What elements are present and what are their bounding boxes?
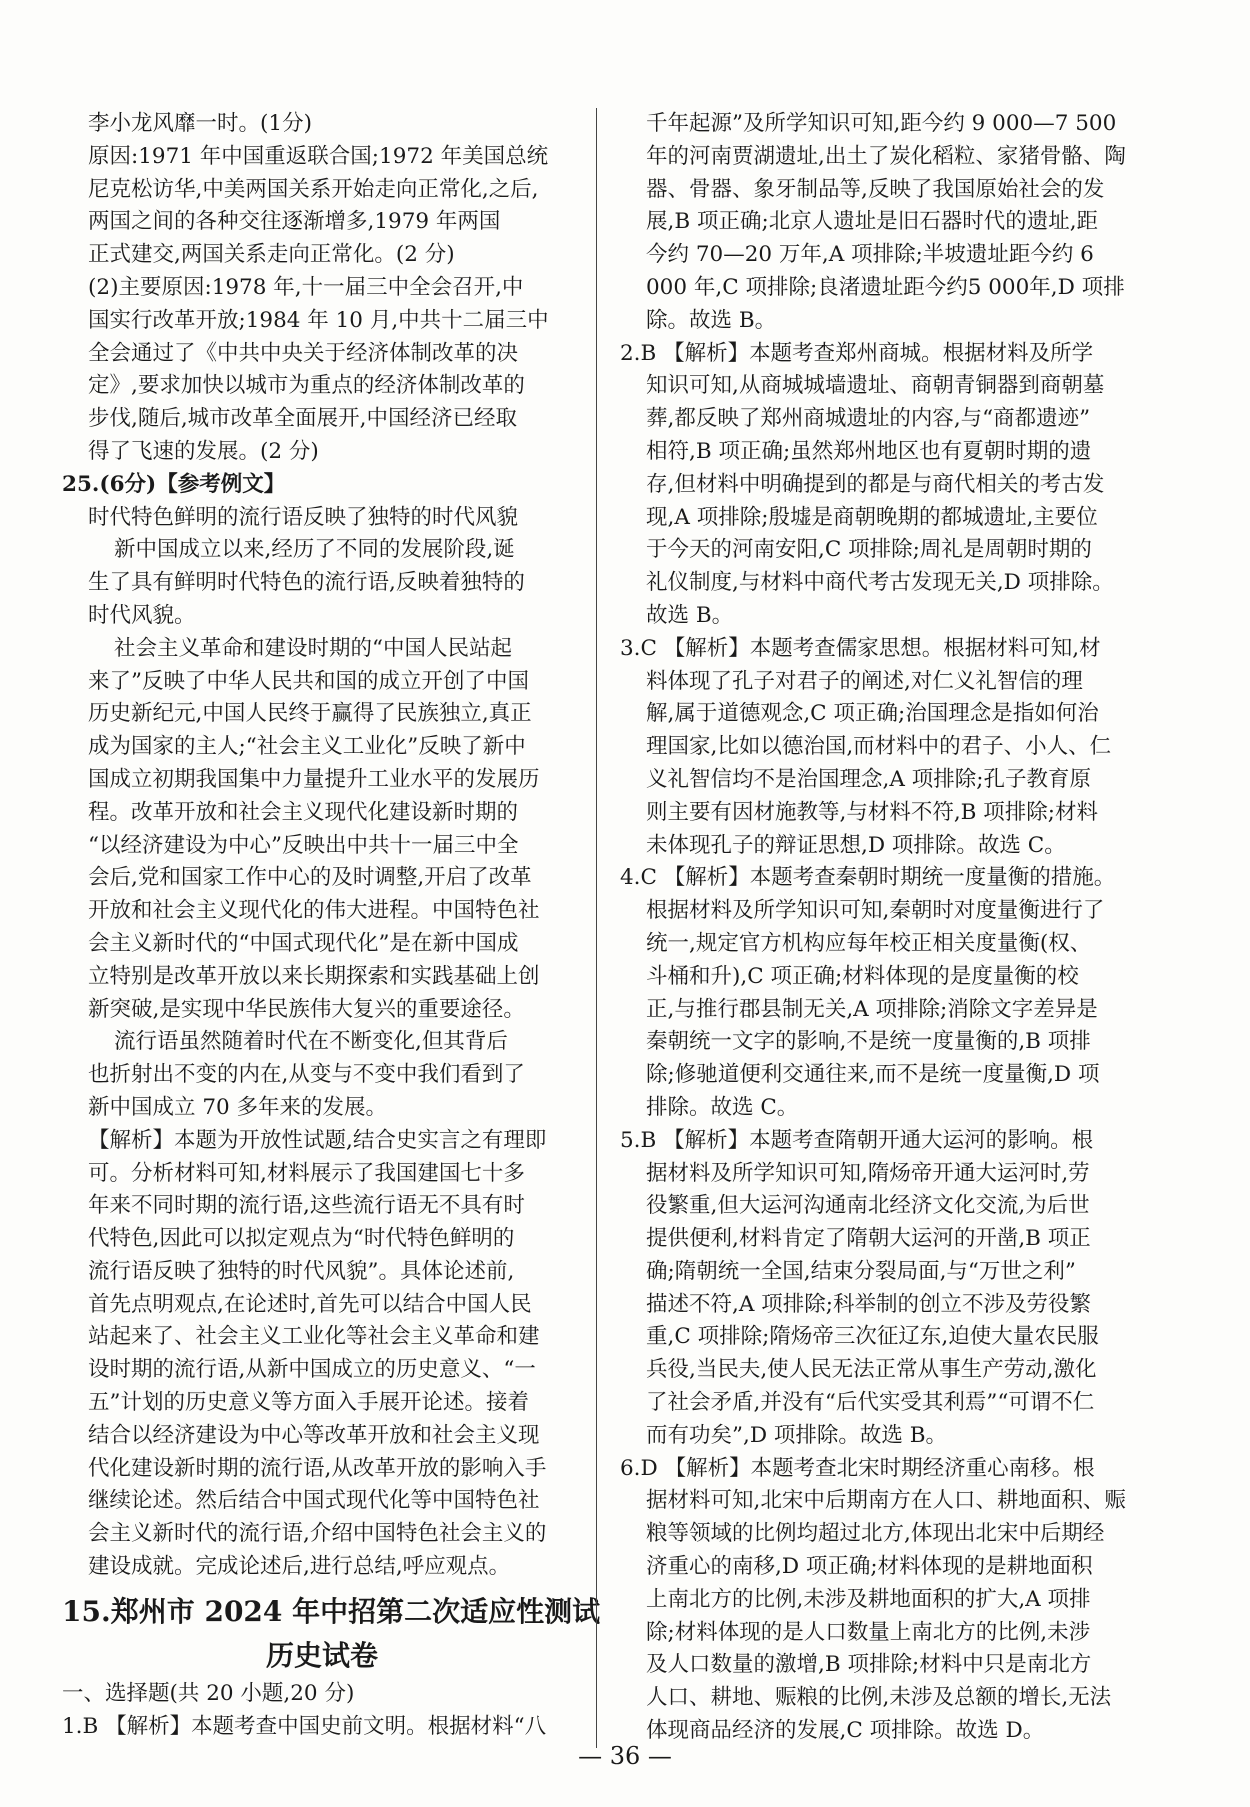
answer-line: 粮等领域的比例均超过北方,体现出北宋中后期经 [646, 1521, 1105, 1547]
answer-line: 步伐,随后,城市改革全面展开,中国经济已经取 [88, 406, 518, 432]
analysis-line: 代特色,因此可以拟定观点为“时代特色鲜明的 [88, 1226, 515, 1252]
answer-line: 定》,要求加快以城市为重点的经济体制改革的 [88, 373, 525, 399]
answer-line: 礼仪制度,与材料中商代考古发现无关,D 项排除。 [646, 570, 1114, 596]
answer-line: 展,B 项正确;北京人遗址是旧石器时代的遗址,距 [646, 209, 1099, 235]
analysis-line: 五”计划的历史意义等方面入手展开论述。接着 [88, 1390, 529, 1416]
answer-line: 000 年,C 项排除;良渚遗址距今约5 000年,D 项排 [646, 274, 1125, 300]
answer-line: 兵役,当民夫,使人民无法正常从事生产劳动,激化 [646, 1357, 1097, 1383]
answer-line: 体现商品经济的发展,C 项排除。故选 D。 [646, 1718, 1045, 1744]
answer-line: 故选 B。 [646, 602, 734, 628]
essay-line: 历史新纪元,中国人民终于赢得了民族独立,真正 [88, 701, 532, 727]
answer-line: 未体现孔子的辩证思想,D 项排除。故选 C。 [646, 832, 1066, 858]
answer-line: 正式建交,两国关系走向正常化。(2 分) [88, 242, 455, 268]
answer-line: 国实行改革开放;1984 年 10 月,中共十二届三中 [88, 307, 549, 333]
essay-line: “以经济建设为中心”反映出中共十一届三中全 [88, 832, 519, 858]
analysis-line: 年来不同时期的流行语,这些流行语无不具有时 [88, 1193, 525, 1219]
answer-line: 5.B 【解析】本题考查隋朝开通大运河的影响。根 [620, 1127, 1094, 1153]
essay-line: 程。改革开放和社会主义现代化建设新时期的 [88, 799, 519, 825]
analysis-line: 设时期的流行语,从新中国成立的历史意义、“一 [88, 1357, 536, 1383]
question-1-start: 1.B 【解析】本题考查中国史前文明。根据材料“八 [62, 1713, 547, 1739]
answer-line: 统一,规定官方机构应每年校正相关度量衡(权、 [646, 930, 1092, 956]
answer-line: 确;隋朝统一全国,结束分裂局面,与“万世之利” [646, 1258, 1076, 1284]
answer-line: 役繁重,但大运河沟通南北经济文化交流,为后世 [646, 1193, 1090, 1219]
essay-line: 新中国成立 70 多年来的发展。 [88, 1094, 388, 1120]
answer-line: 年的河南贾湖遗址,出土了炭化稻粒、家猪骨骼、陶 [646, 143, 1126, 169]
right-column [620, 108, 1132, 1748]
answer-line: 现,A 项排除;殷墟是商朝晚期的都城遗址,主要位 [646, 504, 1098, 530]
analysis-line: 流行语反映了独特的时代风貌”。具体论述前, [88, 1258, 515, 1284]
essay-line: 会主义新时代的“中国式现代化”是在新中国成 [88, 930, 519, 956]
answer-line: 根据材料及所学知识可知,秦朝时对度量衡进行了 [646, 898, 1105, 924]
analysis-line: 建设成就。完成论述后,进行总结,呼应观点。 [88, 1554, 511, 1580]
essay-line: 生了具有鲜明时代特色的流行语,反映着独特的 [88, 570, 525, 596]
analysis-line: 站起来了、社会主义工业化等社会主义革命和建 [88, 1324, 540, 1350]
answer-line: 而有功矣”,D 项排除。故选 B。 [646, 1422, 948, 1448]
column-divider [596, 108, 597, 1748]
essay-line: 社会主义革命和建设时期的“中国人民站起 [114, 635, 512, 661]
answer-line: 据材料及所学知识可知,隋炀帝开通大运河时,劳 [646, 1160, 1090, 1186]
analysis-line: 【解析】本题为开放性试题,结合史实言之有理即 [88, 1127, 547, 1153]
answer-line: 得了飞速的发展。(2 分) [88, 438, 319, 464]
answer-line: 排除。故选 C。 [646, 1094, 799, 1120]
answer-line: 李小龙风靡一时。(1分) [88, 111, 312, 136]
answer-line: 两国之间的各种交往逐渐增多,1979 年两国 [88, 209, 501, 235]
answer-line: 斗桶和升),C 项正确;材料体现的是度量衡的校 [646, 963, 1079, 989]
answer-line: 于今天的河南安阳,C 项排除;周礼是周朝时期的 [646, 537, 1092, 563]
answer-line: 原因:1971 年中国重返联合国;1972 年美国总统 [88, 143, 549, 169]
answer-line: 相符,B 项正确;虽然郑州地区也有夏朝时期的遗 [646, 438, 1092, 464]
left-column [62, 108, 601, 1743]
answer-line: 器、骨器、象牙制品等,反映了我国原始社会的发 [646, 176, 1105, 202]
answer-line: 理国家,比如以德治国,而材料中的君子、小人、仁 [646, 734, 1112, 760]
essay-line: 也折射出不变的内在,从变与不变中我们看到了 [88, 1062, 525, 1088]
essay-title: 时代特色鲜明的流行语反映了独特的时代风貌 [88, 504, 519, 530]
essay-line: 开放和社会主义现代化的伟大进程。中国特色社 [88, 898, 540, 924]
answer-line: 2.B 【解析】本题考查郑州商城。根据材料及所学 [620, 340, 1094, 366]
essay-line: 时代风貌。 [88, 602, 196, 628]
answer-line: 除。故选 B。 [646, 307, 777, 333]
answer-line: 除;材料体现的是人口数量上南北方的比例,未涉 [646, 1619, 1091, 1645]
page-number: — 36 — [578, 1742, 672, 1770]
answer-line: 6.D 【解析】本题考查北宋时期经济重心南移。根 [620, 1455, 1095, 1481]
section-subtitle: 历史试卷 [265, 1638, 378, 1672]
answer-line: (2)主要原因:1978 年,十一届三中全会召开,中 [88, 274, 524, 300]
essay-line: 立特别是改革开放以来长期探索和实践基础上创 [88, 963, 540, 989]
answer-line: 及人口数量的激增,B 项排除;材料中只是南北方 [646, 1652, 1092, 1678]
answer-line: 济重心的南移,D 项正确;材料体现的是耕地面积 [646, 1554, 1093, 1580]
answer-line: 义礼智信均不是治国理念,A 项排除;孔子教育原 [646, 766, 1091, 792]
answer-line: 千年起源”及所学知识可知,距今约 9 000—7 500 [646, 111, 1117, 136]
answer-line: 4.C 【解析】本题考查秦朝时期统一度量衡的措施。 [620, 865, 1116, 891]
analysis-line: 代化建设新时期的流行语,从改革开放的影响入手 [88, 1455, 547, 1481]
answer-line: 重,C 项排除;隋炀帝三次征辽东,迫使大量农民服 [646, 1324, 1099, 1350]
answer-line: 葬,都反映了郑州商城遗址的内容,与“商都遗迹” [646, 406, 1091, 432]
answer-line: 存,但材料中明确提到的都是与商代相关的考古发 [646, 471, 1105, 497]
part-heading: 一、选择题(共 20 小题,20 分) [62, 1680, 355, 1706]
essay-line: 成为国家的主人;“社会主义工业化”反映了新中 [88, 734, 526, 760]
answer-line: 知识可知,从商城城墙遗址、商朝青铜器到商朝墓 [646, 373, 1105, 399]
essay-line: 新突破,是实现中华民族伟大复兴的重要途径。 [88, 996, 525, 1022]
analysis-line: 可。分析材料可知,材料展示了我国建国七十多 [88, 1160, 525, 1186]
answer-line: 正,与推行郡县制无关,A 项排除;消除文字差异是 [646, 996, 1098, 1022]
answer-line: 了社会矛盾,并没有“后代实受其利焉”“可谓不仁 [646, 1390, 1095, 1416]
essay-line: 新中国成立以来,经历了不同的发展阶段,诞 [114, 537, 515, 563]
essay-line: 国成立初期我国集中力量提升工业水平的发展历 [88, 766, 540, 792]
answer-line: 尼克松访华,中美两国关系开始走向正常化,之后, [88, 176, 539, 202]
answer-line: 除;修驰道便利交通往来,而不是统一度量衡,D 项 [646, 1062, 1100, 1088]
answer-line: 描述不符,A 项排除;科举制的创立不涉及劳役繁 [646, 1291, 1091, 1317]
answer-line: 秦朝统一文字的影响,不是统一度量衡的,B 项排 [646, 1029, 1091, 1055]
answer-line: 解,属于道德观念,C 项正确;治国理念是指如何治 [646, 701, 1099, 727]
question-25-heading: 25.(6分)【参考例文】 [62, 471, 286, 497]
answer-line: 上南北方的比例,未涉及耕地面积的扩大,A 项排 [646, 1586, 1091, 1612]
analysis-line: 继续论述。然后结合中国式现代化等中国特色社 [88, 1488, 540, 1514]
analysis-line: 首先点明观点,在论述时,首先可以结合中国人民 [88, 1291, 532, 1317]
analysis-line: 结合以经济建设为中心等改革开放和社会主义现 [88, 1422, 540, 1448]
answer-line: 全会通过了《中共中央关于经济体制改革的决 [88, 340, 519, 366]
answer-line: 3.C 【解析】本题考查儒家思想。根据材料可知,材 [620, 635, 1101, 661]
essay-line: 来了”反映了中华人民共和国的成立开创了中国 [88, 668, 529, 694]
essay-line: 流行语虽然随着时代在不断变化,但其背后 [114, 1029, 508, 1055]
answer-line: 提供便利,材料肯定了隋朝大运河的开凿,B 项正 [646, 1226, 1091, 1252]
section-title: 15.郑州市 2024 年中招第二次适应性测试 [62, 1594, 601, 1628]
essay-line: 会后,党和国家工作中心的及时调整,开启了改革 [88, 865, 532, 891]
answer-line: 据材料可知,北宋中后期南方在人口、耕地面积、赈 [646, 1488, 1126, 1514]
analysis-line: 会主义新时代的流行语,介绍中国特色社会主义的 [88, 1521, 547, 1547]
answer-line: 今约 70—20 万年,A 项排除;半坡遗址距今约 6 [646, 242, 1094, 268]
answer-line: 料体现了孔子对君子的阐述,对仁义礼智信的理 [646, 668, 1083, 694]
answer-line: 则主要有因材施教等,与材料不符,B 项排除;材料 [646, 799, 1099, 825]
answer-line: 人口、耕地、赈粮的比例,未涉及总额的增长,无法 [646, 1685, 1112, 1711]
